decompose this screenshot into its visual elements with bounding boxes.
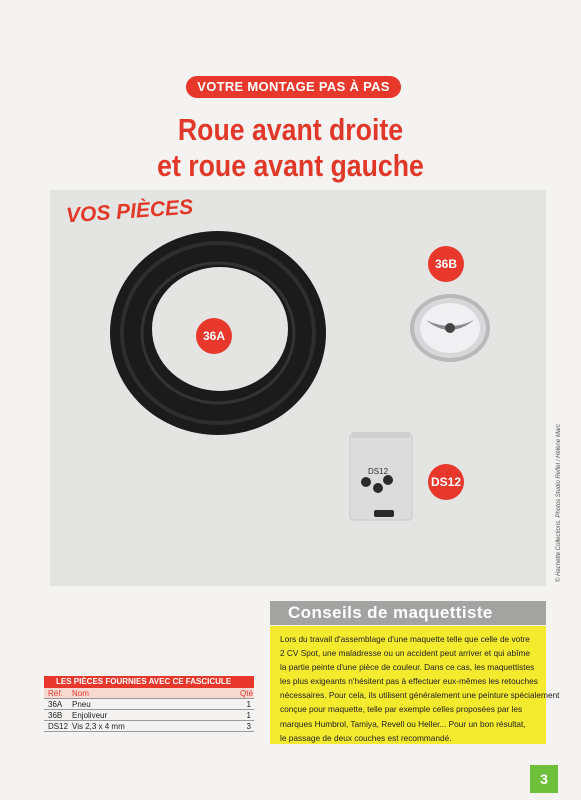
parts-table-title: LES PIÈCES FOURNIES AVEC CE FASCICULE	[44, 676, 254, 688]
conseils-line: la partie peinte d'une pièce de couleur. Dans ce cas, les maquettistes	[280, 662, 535, 673]
cell-nom: Vis 2,3 x 4 mm	[72, 722, 125, 731]
page-title-line2: et roue avant gauche	[157, 148, 424, 183]
vos-pieces-heading: VOS PIÈCES	[65, 195, 194, 228]
cell-nom: Enjoliveur	[72, 711, 108, 720]
screw-bag-image	[348, 430, 416, 526]
conseils-line: conçue pour maquette, telle par exemple celles proposées par les	[280, 704, 523, 715]
cell-ref: 36A	[48, 700, 63, 709]
conseils-line: marques Humbrol, Tamiya, Revell ou Heller... Pour un bon résultat,	[280, 718, 526, 729]
header-ref: Réf.	[48, 689, 63, 698]
page-number: 3	[530, 765, 558, 793]
conseils-line: 2 CV Spot, une maladresse ou un accident peut arriver et qui abîme	[280, 648, 530, 659]
parts-table-header	[44, 688, 254, 699]
conseils-line: Lors du travail d'assemblage d'une maquette telle que celle de votre	[280, 634, 530, 644]
header-qte: Qté	[240, 689, 253, 698]
page-title-line1: Roue avant droite	[177, 112, 404, 147]
header-nom: Nom	[72, 689, 89, 698]
hubcap-image	[406, 290, 496, 366]
part-label-36a: 36A	[196, 318, 232, 354]
parts-table	[44, 676, 254, 732]
section-badge: VOTRE MONTAGE PAS À PAS	[186, 76, 401, 98]
cell-nom: Pneu	[72, 700, 91, 709]
table-row	[44, 710, 254, 721]
table-row	[44, 699, 254, 710]
cell-qte: 3	[246, 722, 251, 731]
cell-ref: DS12	[48, 722, 69, 731]
part-label-ds12: DS12	[428, 464, 464, 500]
conseils-line: les plus exigeants n'hésitent pas à effectuer eux-mêmes les retouches	[280, 676, 538, 687]
table-row	[44, 721, 254, 732]
conseils-text	[270, 626, 560, 744]
cell-ref: 36B	[48, 711, 63, 720]
cell-qte: 1	[246, 711, 251, 720]
conseils-title: Conseils de maquettiste	[270, 601, 546, 625]
conseils-line: le passage de deux couches est recommandé.	[280, 732, 452, 743]
bag-label: DS12	[368, 467, 389, 476]
conseils-line: nécessaires. Pour cela, ils utilisent généralement une peinture spécialement	[280, 690, 560, 701]
cell-qte: 1	[246, 700, 251, 709]
part-label-36b: 36B	[428, 246, 464, 282]
photo-credit: © Hachette Collections. Photos Studio Reflet / Hélène Marc	[556, 423, 562, 582]
